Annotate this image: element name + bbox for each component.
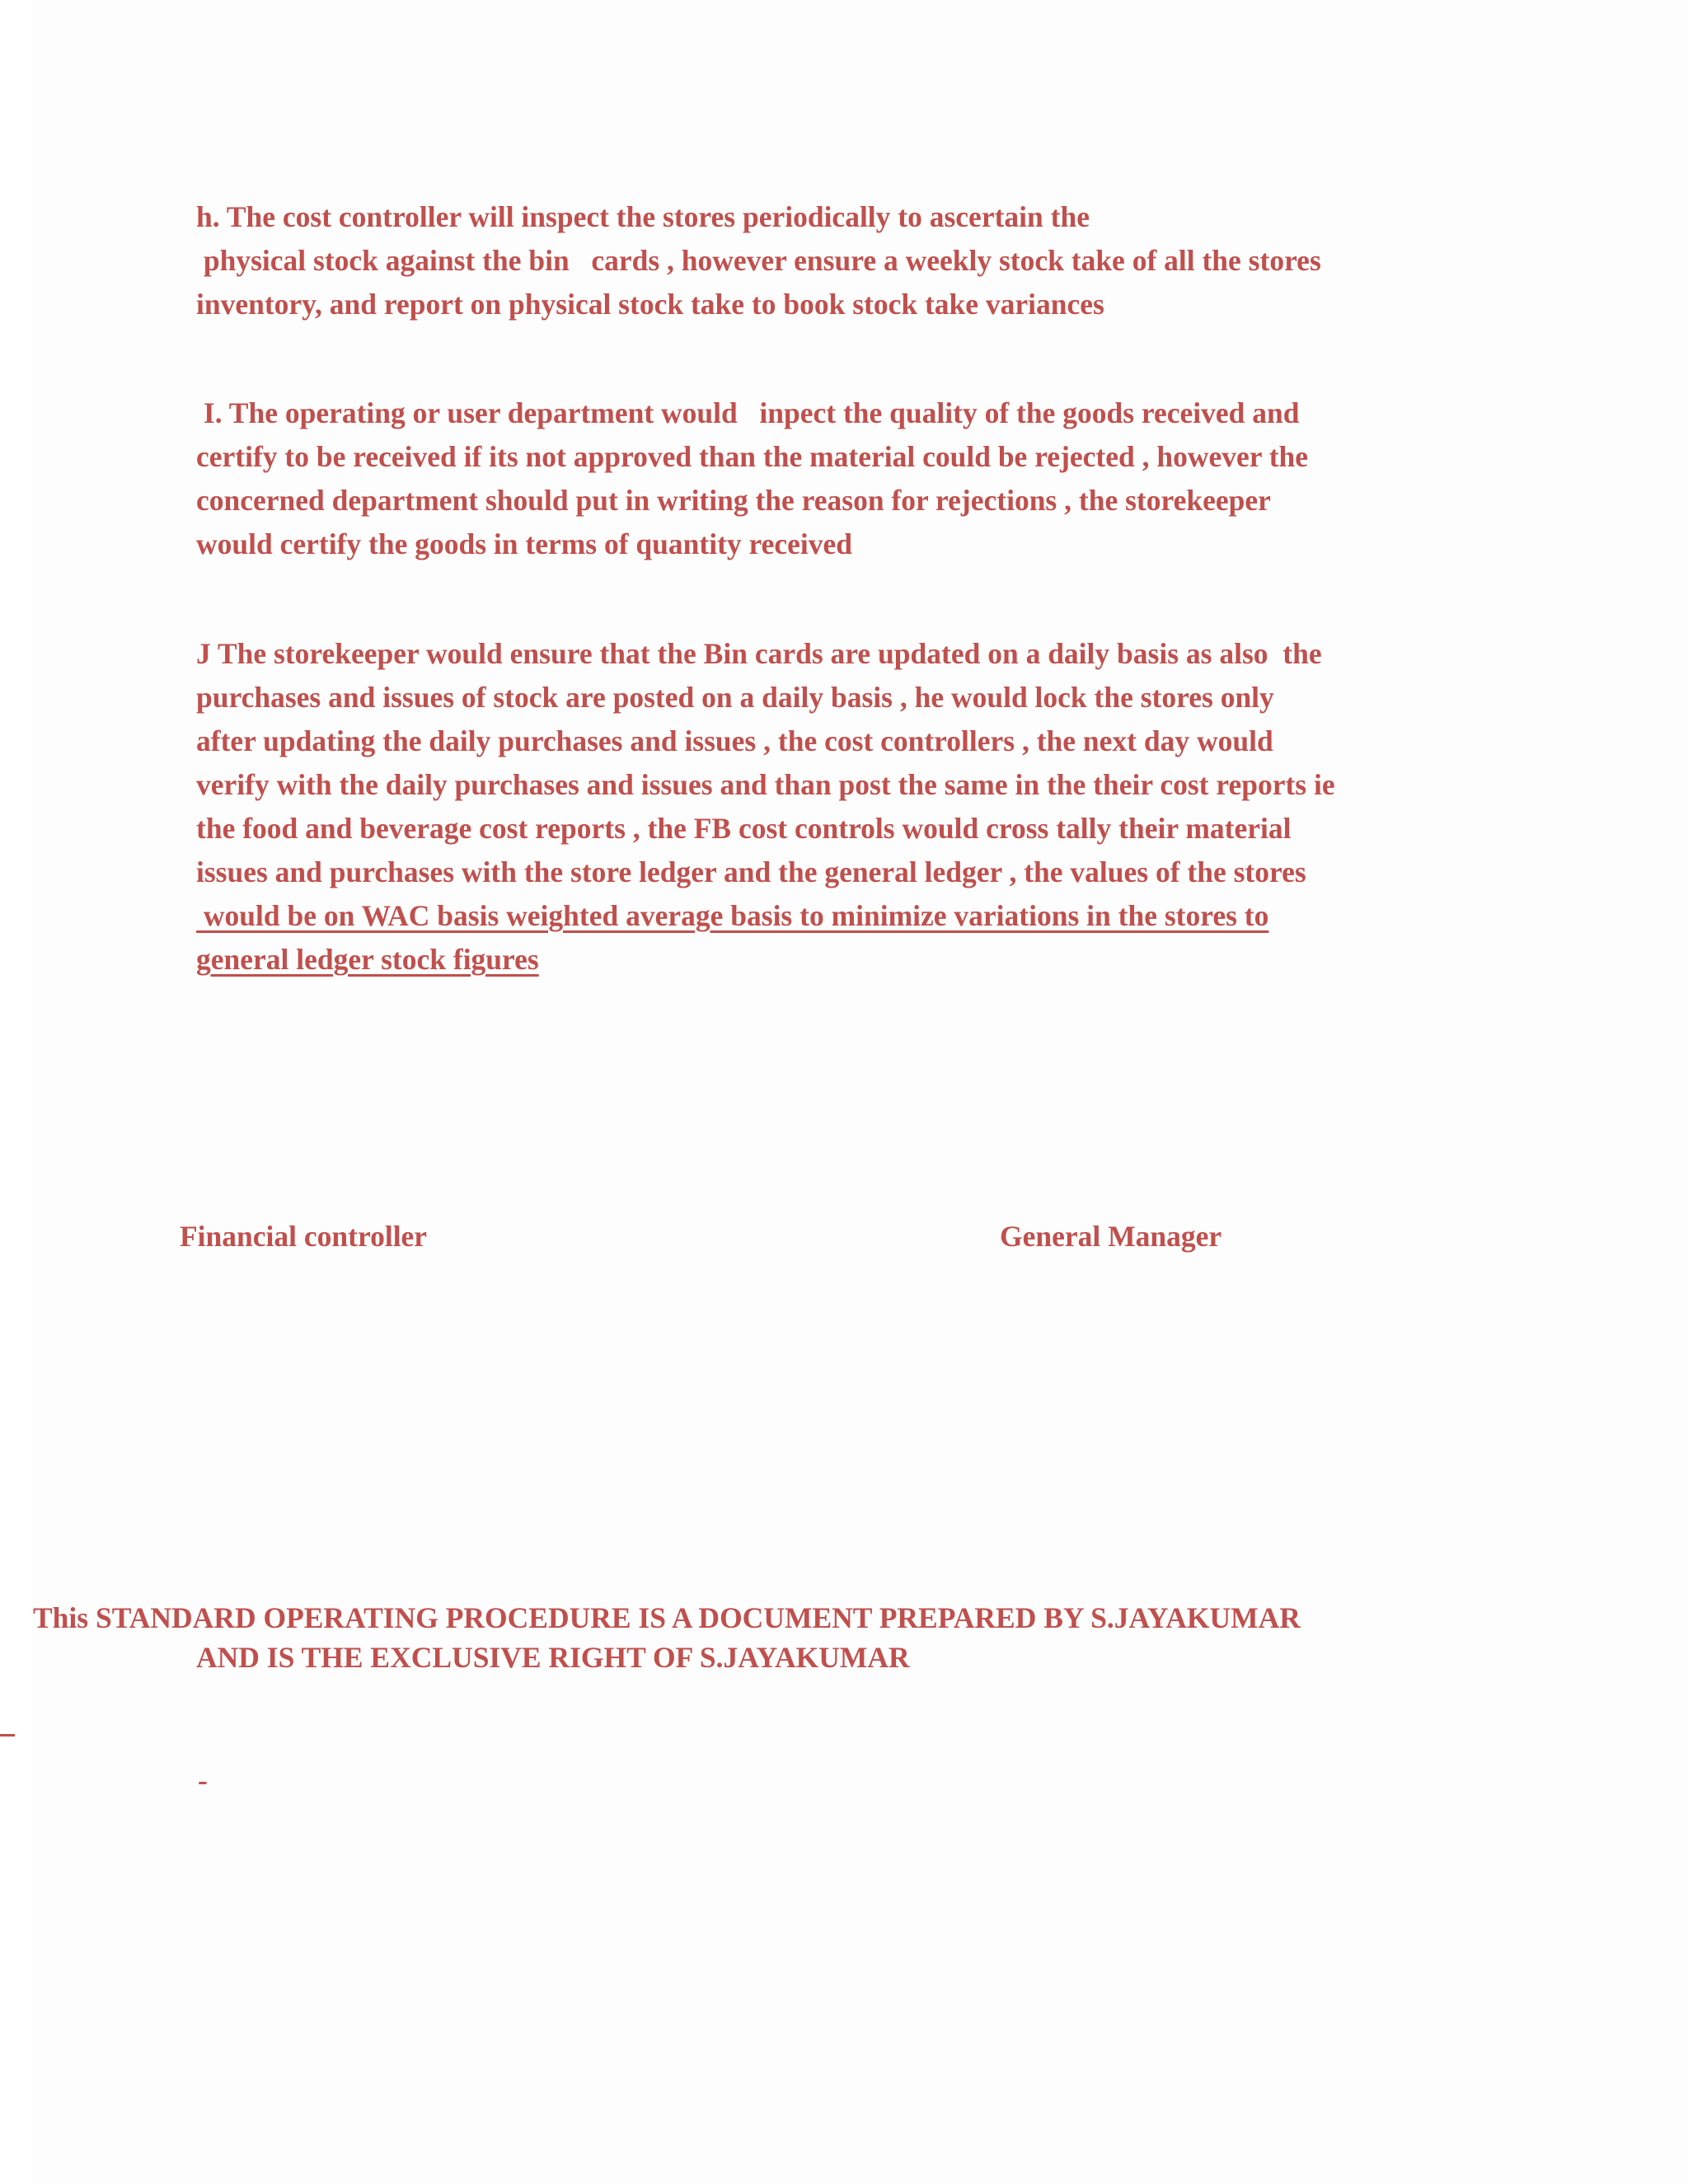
- paragraph-h-line: inventory, and report on physical stock take to book stock take variances: [196, 288, 1104, 321]
- paragraph-j-line: after updating the daily purchases and issues , the cost controllers , the next day would: [196, 724, 1273, 757]
- margin-dash-mark: [0, 1734, 15, 1736]
- paragraph-h: [196, 195, 1498, 326]
- signature-general-manager: General Manager: [1000, 1220, 1222, 1253]
- page-panel: [31, 0, 1688, 2184]
- stray-hyphen: -: [198, 1764, 208, 1797]
- copyright-notice-line-1: This STANDARD OPERATING PROCEDURE IS A DOCUMENT PREPARED BY S.JAYAKUMAR: [33, 1601, 1301, 1634]
- copyright-notice-line-2: AND IS THE EXCLUSIVE RIGHT OF S.JAYAKUMAR: [196, 1641, 910, 1674]
- paragraph-i-line: would certify the goods in terms of quantity received: [196, 527, 853, 560]
- paragraph-i-line: certify to be received if its not approved than the material could be rejected , however the: [196, 440, 1309, 473]
- paragraph-j-underlined-line: general ledger stock figures: [196, 943, 539, 976]
- paragraph-j-line: issues and purchases with the store ledger and the general ledger , the values of the stores: [196, 855, 1306, 888]
- paragraph-i-line: concerned department should put in writing the reason for rejections , the storekeeper: [196, 484, 1271, 517]
- paragraph-i: [196, 391, 1498, 566]
- paragraph-j-line: purchases and issues of stock are posted on a daily basis , he would lock the stores only: [196, 681, 1274, 714]
- paragraph-j-line: verify with the daily purchases and issues and than post the same in the their cost reports ie: [196, 768, 1335, 801]
- paragraph-j-underlined-line: would be on WAC basis weighted average basis to minimize variations in the stores to: [196, 899, 1269, 932]
- copyright-notice: [33, 1598, 1301, 1677]
- paragraph-h-line: h. The cost controller will inspect the stores periodically to ascertain the: [196, 200, 1090, 233]
- signature-financial-controller: Financial controller: [180, 1220, 428, 1253]
- paragraph-h-line: physical stock against the bin cards , however ensure a weekly stock take of all the stores: [196, 244, 1321, 277]
- paragraph-j: [196, 632, 1498, 982]
- paragraph-i-line: I. The operating or user department would inpect the quality of the goods received and: [196, 396, 1300, 429]
- paragraph-j-line: the food and beverage cost reports , the FB cost controls would cross tally their material: [196, 812, 1292, 845]
- paragraph-j-line: J The storekeeper would ensure that the Bin cards are updated on a daily basis as also the: [196, 637, 1322, 670]
